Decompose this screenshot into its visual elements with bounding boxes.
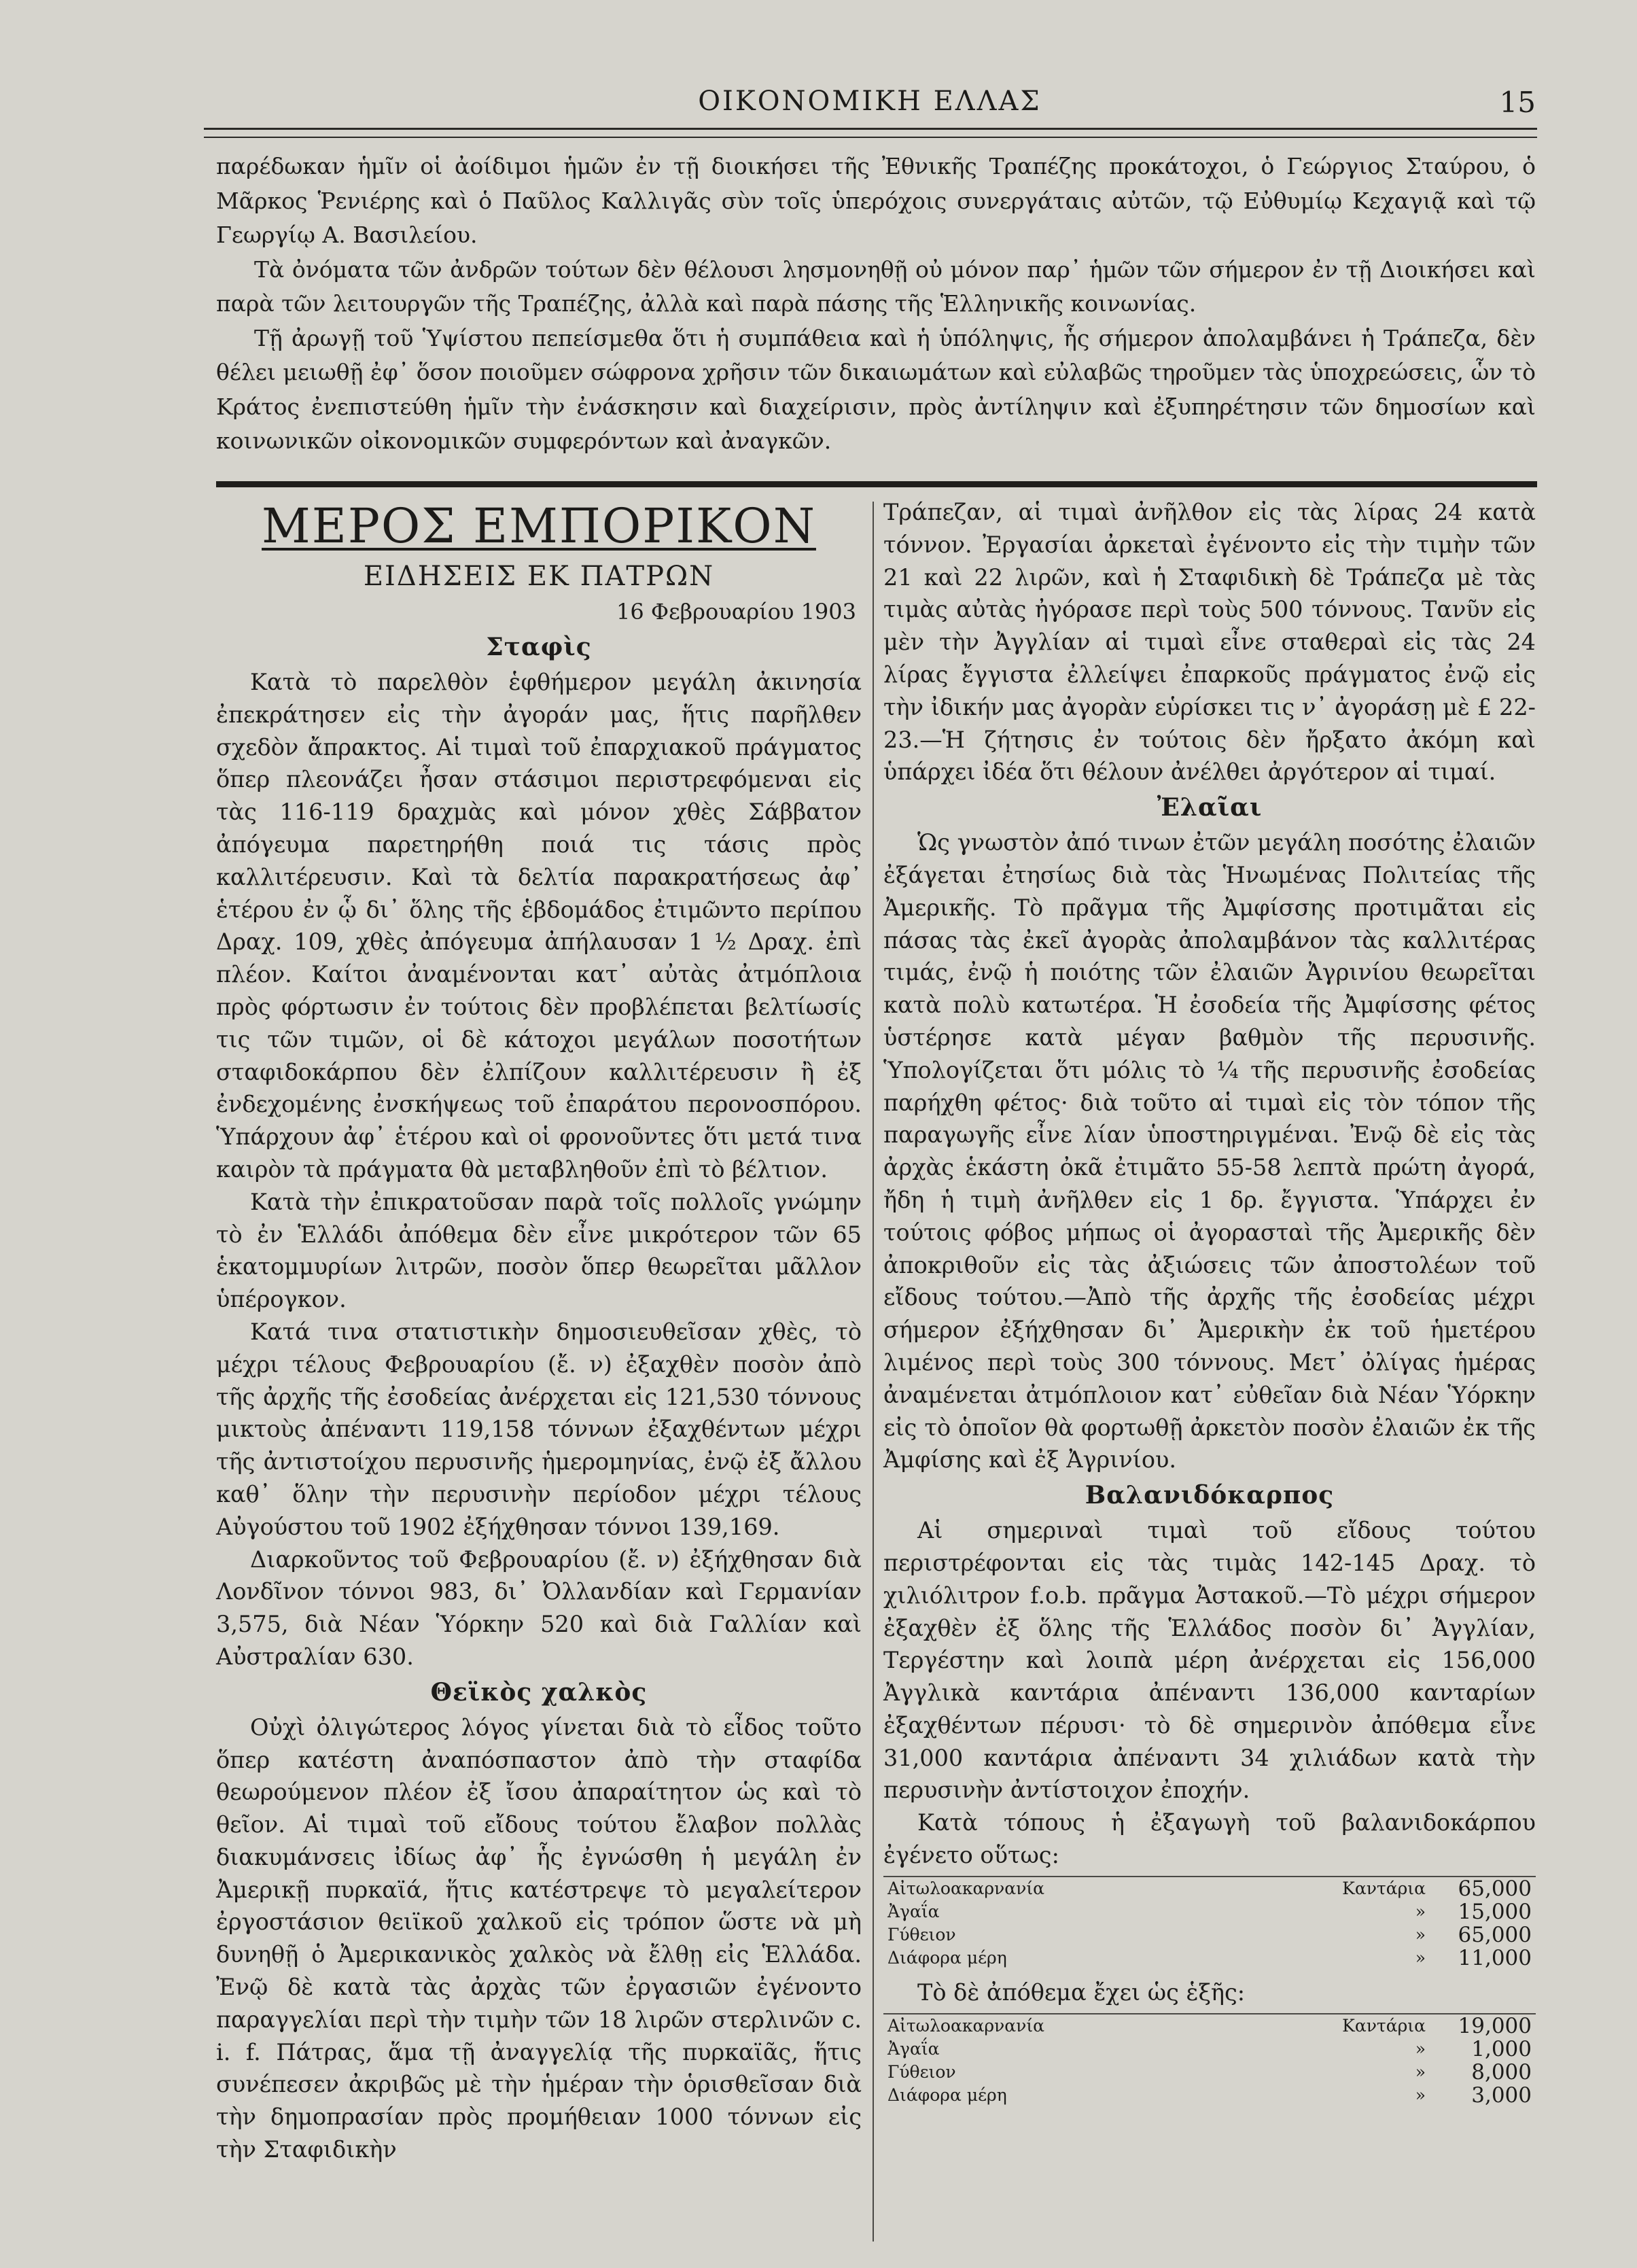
stock-intro: Τὸ δὲ ἀπόθεμα ἔχει ὡς ἑξῆς: [917, 1978, 1246, 2006]
table-cell-unit: » [1415, 1924, 1426, 1944]
header-double-rule [204, 128, 1537, 138]
table-cell-place: Διάφορα μέρη [887, 2084, 1007, 2105]
article-paragraph: Οὐχὶ ὀλιγώτερος λόγος γίνεται διὰ τὸ εἶδος τοῦτο ὅπερ κατέστη ἀναπόσπαστον ἀπὸ τὴν σταφίδα θεωρούμενον πλέον ἐξ ἴσου ἀπαραίτητον ὡς καὶ τὸ θεῖον. Αἱ τιμαὶ τοῦ εἴδους τούτου ἔλαβον πολλὰς διακυμάνσεις ἰδίως ἀφ᾽ ἧς ἐγνώσθη ἡ μεγάλη ἐν Ἀμερικῇ πυρκαϊά, ἥτις κατέστρεψε τὸ μεγαλείτερον ἐργοστάσιον θειϊκοῦ χαλκοῦ εἰς τρόπον ὥστε νὰ μὴ δυνηθῇ ὁ Ἀμερικανικὸς χαλκὸς νὰ ἔλθῃ εἰς Ἑλλάδα. Ἐνῷ δὲ κατὰ τὰς ἀρχὰς τῶν ἐργασιῶν ἐγένοντο παραγγελίαι περὶ τὴν τιμὴν τῶν 18 λιρῶν στερλινῶν c. i. f. Πάτρας, ἅμα τῇ ἀναγγελίᾳ τῆς πυρκαϊᾶς, ἥτις συνέπεσεν ἀκριβῶς μὲ τὴν ἡμέραν τὴν ὁρισθεῖσαν διὰ τὴν δημοπρασίαν πρὸς προμήθειαν 1000 τόννων εἰς τὴν Σταφιδικὴν [216, 1713, 862, 2163]
table-cell-unit: » [1415, 2061, 1426, 2082]
table-cell-place: Ἀγαΐα [887, 1901, 940, 1921]
table-cell-unit: » [1415, 1901, 1426, 1921]
article-paragraph: Διαρκοῦντος τοῦ Φεβρουαρίου (ἔ. ν) ἐξήχθησαν διὰ Λονδῖνον τόννοι 983, δι᾽ Ὀλλανδίαν καὶ Γερμανίαν 3,575, διὰ Νέαν Ὑόρκην 520 καὶ διὰ Γαλλίαν καὶ Αὐστραλίαν 630. [216, 1546, 862, 1670]
table-cell-unit: Καντάρια [1313, 1877, 1430, 1900]
article-paragraph: Τράπεζαν, αἱ τιμαὶ ἀνῆλθον εἰς τὰς λίρας 24 κατὰ τόννον. Ἐργασίαι ἀρκεταὶ ἐγένοντο εἰς τὴν τιμὴν τῶν 21 καὶ 22 λιρῶν, καὶ ἡ Σταφιδικὴ δὲ Τράπεζα μὲ τὰς τιμὰς αὐτὰς ἠγόρασε περὶ τοὺς 500 τόννους. Τανῦν εἰς μὲν τὴν Ἀγγλίαν αἱ τιμαὶ εἶνε σταθεραὶ εἰς τὰς 24 λίρας ἔγγιστα ἐλλείψει ἐπαρκοῦς πράγματος ἐνῷ εἰς τὴν ἰδικήν μας ἀγορὰν εὑρίσκει τις ν᾽ ἀγοράσῃ μὲ £ 22-23.—Ἡ ζήτησις ἐν τούτοις δὲν ἤρξατο ἀκόμη καὶ ὑπάρχει ἰδέα ὅτι θέλουν ἀνέλθει ἀργότερον αἱ τιμαί. [883, 499, 1536, 786]
article-paragraph: Ὡς γνωστὸν ἀπό τινων ἐτῶν μεγάλη ποσότης ἐλαιῶν ἐξάγεται ἐτησίως διὰ τὰς Ἡνωμένας Πολιτείας τῆς Ἀμερικῆς. Τὸ πρᾶγμα τῆς Ἀμφίσσης προτιμᾶται εἰς πάσας τὰς ἐκεῖ ἀγορὰς ἀπολαμβάνον τὰς καλλιτέρας τιμάς, ἐνῷ ἡ ποιότης τῶν ἐλαιῶν Ἀγρινίου θεωρεῖται κατὰ πολὺ κατωτέρα. Ἡ ἐσοδεία τῆς Ἀμφίσσης φέτος ὑστέρησε κατὰ μέγαν βαθμὸν τῆς περυσινῆς. Ὑπολογίζεται ὅτι μόλις τὸ ¼ τῆς περυσινῆς ἐσοδείας παρήχθη φέτος· διὰ τοῦτο αἱ τιμαὶ εἰς τὸν τόπον τῆς παραγωγῆς εἶνε λίαν ὑποστηριγμέναι. Ἐνῷ δὲ εἰς τὰς ἀρχὰς ἑκάστη ὀκᾶ ἐτιμᾶτο 55-58 λεπτὰ πρώτη ἀγορά, ἤδη ἡ τιμὴ ἀνῆλθεν εἰς 1 δρ. ἔγγιστα. Ὑπάρχει ἐν τούτοις φόβος μήπως οἱ ἀγορασταὶ τῆς Ἀμερικῆς δὲν ἀποκριθοῦν εἰς τὰς ἀξιώσεις τῶν ἀποστολέων τοῦ εἴδους τούτου.—Ἀπὸ τῆς ἀρχῆς τῆς ἐσοδείας μέχρι σήμερον ἐξήχθησαν δι᾽ Ἀμερικὴν ἐκ τοῦ ἡμετέρου λιμένος περὶ τοὺς 300 τόννους. Μετ᾽ ὀλίγας ἡμέρας ἀναμένεται ἀτμόπλοιον κατ᾽ εὐθεῖαν διὰ Νέαν Ὑόρκην εἰς τὸ ὁποῖον θὰ φορτωθῇ ἀρκετὸν ποσὸν ἐλαιῶν ἐκ τῆς Ἀμφίσης καὶ ἐξ Ἀγρινίου. [883, 829, 1536, 1473]
table-cell-value: 15,000 [1458, 1899, 1532, 1924]
right-column [883, 496, 1536, 2114]
table-cell-place: Αἰτωλοακαρνανία [883, 2014, 1313, 2038]
section-title-text: ΜΕΡΟΣ ΕΜΠΟΡΙΚΟΝ [262, 498, 816, 554]
running-title: ΟΙΚΟΝΟΜΙΚΗ ΕΛΛΑΣ [698, 86, 1042, 117]
section-divider-rule [216, 481, 1537, 487]
export-intro: Κατὰ τόπους ἡ ἐξαγωγὴ τοῦ βαλανιδοκάρπου ἐγένετο οὕτως: [883, 1809, 1536, 1869]
intro-text [216, 150, 1536, 459]
table-cell-unit: » [1415, 2084, 1426, 2105]
page-number: 15 [1499, 86, 1536, 119]
table-cell-place: Αἰτωλοακαρνανία [883, 1877, 1313, 1900]
subsection-title: ΕΙΔΗΣΕΙΣ ΕΚ ΠΑΤΡΩΝ [363, 561, 715, 592]
table-cell-value: 65,000 [1430, 1877, 1536, 1900]
table-row [883, 2038, 1536, 2061]
section-title [216, 499, 862, 553]
table-cell-unit: » [1415, 2038, 1426, 2059]
table-cell-place: Γύθειον [887, 2061, 956, 2082]
article-paragraph: Αἱ σημεριναὶ τιμαὶ τοῦ εἴδους τούτου περιστρέφονται εἰς τὰς τιμὰς 142-145 Δραχ. τὸ χιλιόλιτρον f.o.b. πρᾶγμα Ἀστακοῦ.—Τὸ μέχρι σήμερον ἐξαχθὲν ἐξ ὅλης τῆς Ἑλλάδος ποσὸν δι᾽ Ἀγγλίαν, Τεργέστην καὶ λοιπὰ μέρη ἀνέρχεται εἰς 156,000 Ἀγγλικὰ καντάρια ἀπέναντι 136,000 κανταρίων ἐξαχθέντων πέρυσι· τὸ δὲ σημερινὸν ἀπόθεμα εἶνε 31,000 καντάρια ἀπέναντι 34 χιλιάδων κατὰ τὴν περυσινὴν ἀντίστοιχον ἐποχήν. [883, 1517, 1536, 1804]
dateline: 16 Φεβρουαρίου 1903 [616, 599, 856, 625]
table-cell-value: 8,000 [1471, 2059, 1532, 2084]
page-header [204, 86, 1536, 126]
table-cell-value: 3,000 [1471, 2082, 1532, 2108]
table-cell-unit: Καντάρια [1313, 2014, 1430, 2038]
table-row [883, 2014, 1536, 2038]
table-row [883, 2061, 1536, 2084]
table-cell-place: Ἀγαΐα [887, 2038, 940, 2059]
article-paragraph: Κατὰ τὴν ἐπικρατοῦσαν παρὰ τοῖς πολλοῖς γνώμην τὸ ἐν Ἑλλάδι ἀπόθεμα δὲν εἶνε μικρότερον τῶν 65 ἑκατομμυρίων λιτρῶν, ποσὸν ὅπερ θεωρεῖται μᾶλλον ὑπέρογκον. [216, 1188, 862, 1313]
table-cell-value: 65,000 [1458, 1922, 1532, 1947]
table-row [883, 1947, 1536, 1970]
heading-stafis: Σταφὶς [486, 633, 592, 661]
table-row [883, 1900, 1536, 1923]
table-row [883, 1923, 1536, 1947]
export-table [883, 1876, 1536, 1970]
left-column [216, 496, 862, 2166]
table-row [883, 1877, 1536, 1900]
intro-paragraph: Τῇ ἀρωγῇ τοῦ Ὑψίστου πεπείσμεθα ὅτι ἡ συμπάθεια καὶ ἡ ὑπόληψις, ἧς σήμερον ἀπολαμβάνει ἡ Τράπεζα, δὲν θέλει μειωθῇ ἐφ᾽ ὅσον ποιοῦμεν σώφρονα χρῆσιν τῶν δικαιωμάτων καὶ εὐλαβῶς τηροῦμεν τὰς ὑποχρεώσεις, ὧν τὸ Κράτος ἐνεπιστεύθη ἡμῖν τὴν ἐνάσκησιν καὶ διαχείρισιν, πρὸς ἀντίληψιν καὶ ἐξυπηρέτησιν τῶν δημοσίων καὶ κοινωνικῶν οἰκονομικῶν συμφερόντων καὶ ἀναγκῶν. [216, 324, 1536, 454]
table-cell-value: 19,000 [1430, 2014, 1536, 2038]
stock-table [883, 2013, 1536, 2107]
table-cell-place: Γύθειον [887, 1924, 956, 1944]
heading-elaiai: Ἐλαῖαι [1157, 793, 1263, 822]
intro-paragraph: παρέδωκαν ἡμῖν οἱ ἀοίδιμοι ἡμῶν ἐν τῇ διοικήσει τῆς Ἐθνικῆς Τραπέζης προκάτοχοι, ὁ Γεώργιος Σταύρου, ὁ Μᾶρκος Ῥενιέρης καὶ ὁ Παῦλος Καλλιγᾶς σὺν τοῖς ὑπερόχοις συνεργάταις αὐτῶν, τῷ Εὐθυμίῳ Κεχαγιᾷ καὶ τῷ Γεωργίῳ Α. Βασιλείου. [216, 153, 1536, 248]
table-row [883, 2084, 1536, 2107]
table-cell-unit: » [1415, 1947, 1426, 1968]
column-divider [873, 502, 874, 2241]
intro-paragraph: Τὰ ὀνόματα τῶν ἀνδρῶν τούτων δὲν θέλουσι λησμονηθῇ οὐ μόνον παρ᾽ ἡμῶν τῶν σήμερον ἐν τῇ Διοικήσει καὶ παρὰ τῶν λειτουργῶν τῆς Τραπέζης, ἀλλὰ καὶ παρὰ πάσης τῆς Ἑλληνικῆς κοινωνίας. [216, 256, 1536, 317]
heading-valanidokarpos: Βαλανιδόκαρπος [1085, 1481, 1335, 1510]
article-paragraph: Κατά τινα στατιστικὴν δημοσιευθεῖσαν χθὲς, τὸ μέχρι τέλους Φεβρουαρίου (ἔ. ν) ἐξαχθὲν ποσὸν ἀπὸ τῆς ἀρχῆς τῆς ἐσοδείας ἀνέρχεται εἰς 121,530 τόννους μικτοὺς ἀπέναντι 119,158 τόννων ἐξαχθέντων μέχρι τῆς ἀντιστοίχου περυσινῆς ἡμερομηνίας, ἐνῷ ἐξ ἄλλου καθ᾽ ὅλην τὴν περυσινὴν περίοδον μέχρι τέλους Αὐγούστου τοῦ 1902 ἐξήχθησαν τόννοι 139,169. [216, 1318, 862, 1540]
article-paragraph: Κατὰ τὸ παρελθὸν ἑφθήμερον μεγάλη ἀκινησία ἐπεκράτησεν εἰς τὴν ἀγοράν μας, ἥτις παρῆλθεν σχεδὸν ἄπρακτος. Αἱ τιμαὶ τοῦ ἐπαρχιακοῦ πράγματος ὅπερ πλεονάζει ἦσαν στάσιμοι περιστρεφόμεναι εἰς τὰς 116-119 δραχμὰς καὶ μόνον χθὲς Σάββατον ἀπόγευμα παρετηρήθη ποιά τις τάσις πρὸς καλλιτέρευσιν. Καὶ τὰ δελτία παρακρατήσεως ἀφ᾽ ἑτέρου ἐν ᾧ δι᾽ ὅλης τῆς ἑβδομάδος ἐτιμῶντο περίπου Δραχ. 109, χθὲς ἀπόγευμα ἀπήλαυσαν 1 ½ Δραχ. ἐπὶ πλέον. Καίτοι ἀναμένονται κατ᾽ αὐτὰς ἀτμόπλοια πρὸς φόρτωσιν ἐν τούτοις δὲν προβλέπεται βελτίωσίς τις τῶν τιμῶν, οἱ δὲ κάτοχοι μεγάλων ποσοτήτων σταφιδοκάρπου δὲν ἐλπίζουν καλλιτέρευσιν ἢ ἐξ ἐνδεχομένης ἐνσκήψεως τοῦ ἐπαράτου περονοσπόρου. Ὑπάρχουν ἀφ᾽ ἑτέρου καὶ οἱ φρονοῦντες ὅτι μετά τινα καιρὸν τὰ πράγματα θὰ μεταβληθοῦν ἐπὶ τὸ βέλτιον. [216, 669, 862, 1183]
heading-chalkos: Θεϊκὸς χαλκὸς [430, 1677, 648, 1707]
table-cell-place: Διάφορα μέρη [887, 1947, 1007, 1968]
table-cell-value: 11,000 [1458, 1945, 1532, 1970]
table-cell-value: 1,000 [1471, 2036, 1532, 2061]
